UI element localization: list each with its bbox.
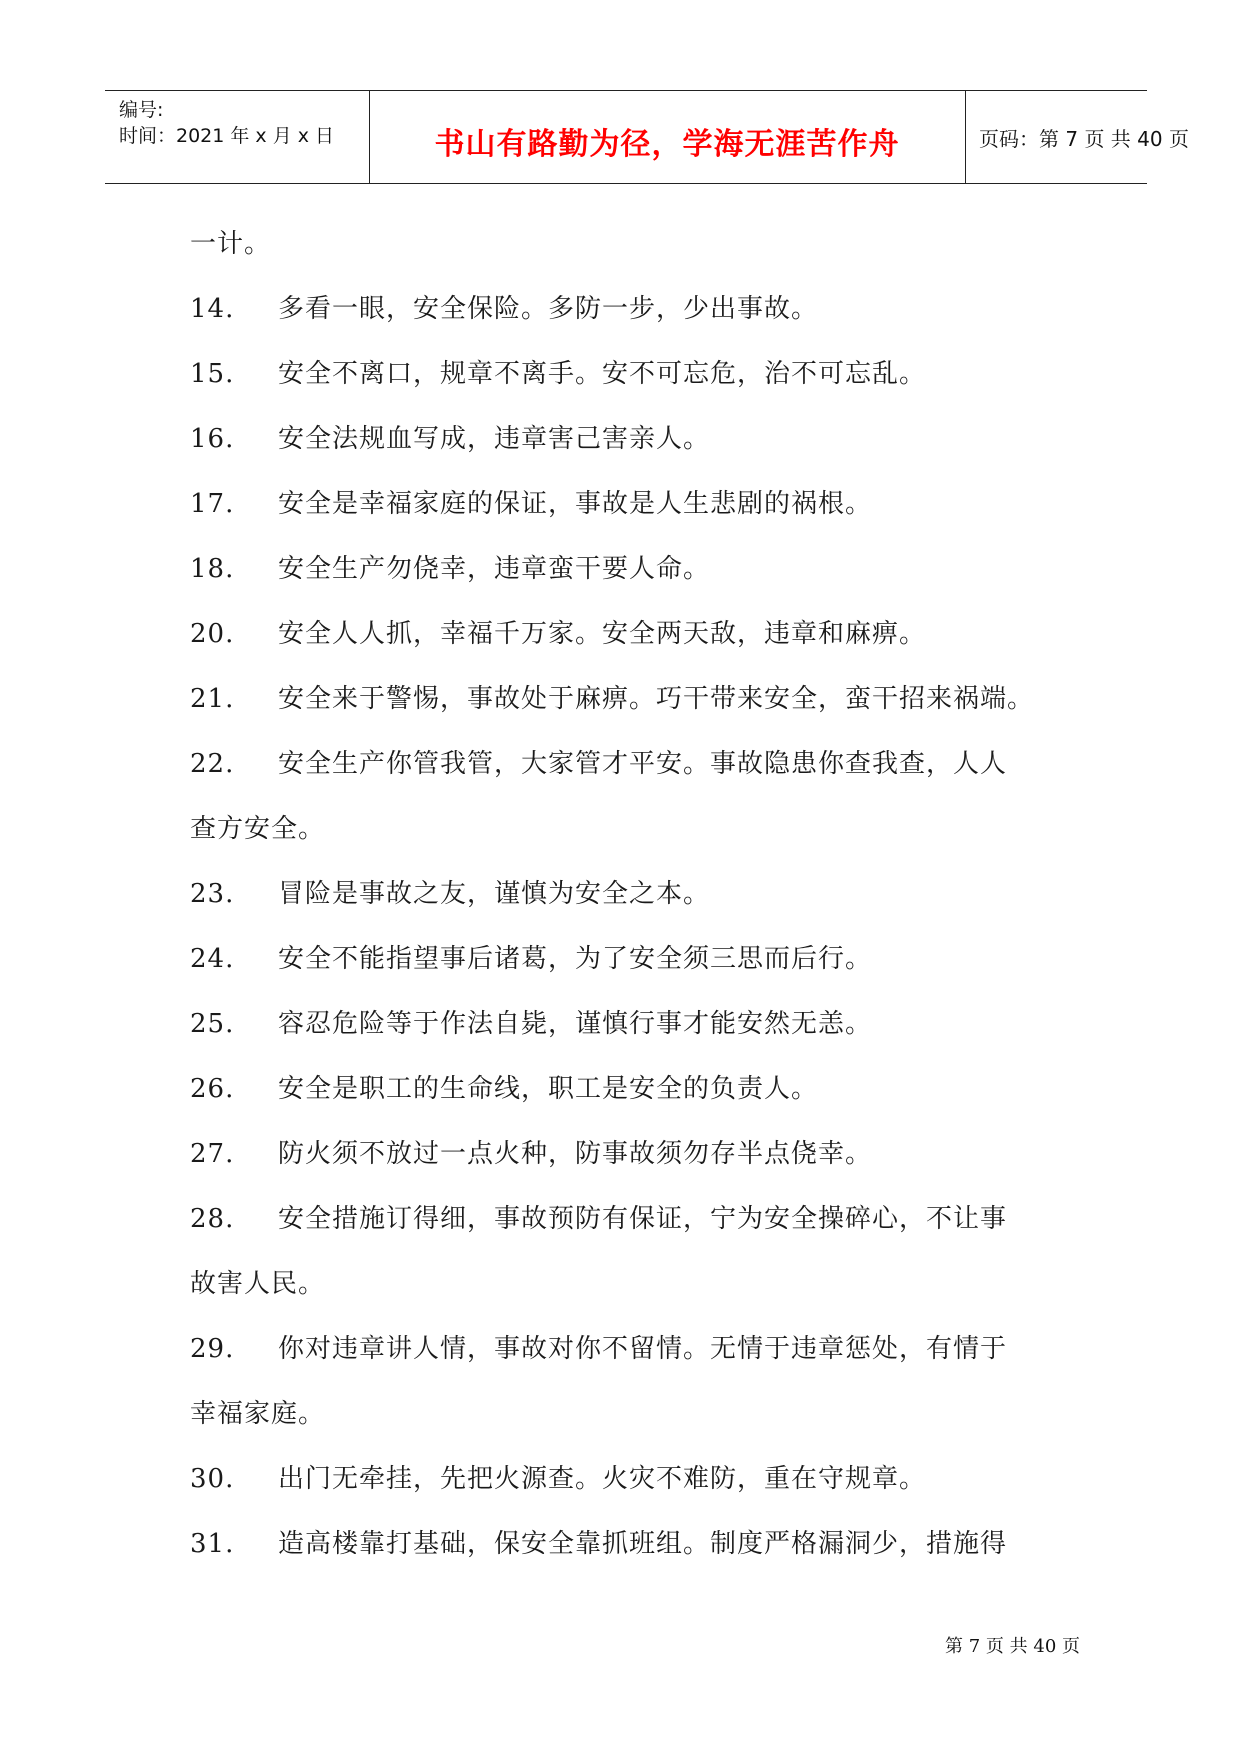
text-line xyxy=(190,407,1070,472)
text-line xyxy=(190,732,1070,797)
item-text: 安全生产勿侥幸，违章蛮干要人命。 xyxy=(278,554,711,584)
item-number: 25. xyxy=(190,1009,235,1039)
text-line xyxy=(190,1512,1070,1577)
header-meta-cell xyxy=(105,91,370,183)
item-number: 18. xyxy=(190,554,235,584)
item-number: 14. xyxy=(190,294,235,324)
item-text: 查方安全。 xyxy=(190,814,326,844)
item-number: 22. xyxy=(190,749,235,779)
item-number: 31. xyxy=(190,1529,235,1559)
document-body xyxy=(190,212,1070,1577)
header-motto-cell xyxy=(369,91,966,183)
item-number: 24. xyxy=(190,944,235,974)
item-text: 多看一眼，安全保险。多防一步，少出事故。 xyxy=(278,294,819,324)
item-text: 安全是职工的生命线，职工是安全的负责人。 xyxy=(278,1074,819,1104)
item-number: 15. xyxy=(190,359,235,389)
item-text: 安全不离口，规章不离手。安不可忘危，治不可忘乱。 xyxy=(278,359,927,389)
page-info: 页码：第 7 页 共 40 页 xyxy=(979,127,1189,151)
item-text: 故害人民。 xyxy=(190,1269,326,1299)
item-text: 造高楼靠打基础，保安全靠抓班组。制度严格漏洞少，措施得 xyxy=(278,1529,1008,1559)
text-line xyxy=(190,797,1070,862)
item-text: 安全生产你管我管，大家管才平安。事故隐患你查我查，人人 xyxy=(278,749,1008,779)
item-text: 防火须不放过一点火种，防事故须勿存半点侥幸。 xyxy=(278,1139,873,1169)
text-line xyxy=(190,1122,1070,1187)
item-number: 23. xyxy=(190,879,235,909)
item-text: 幸福家庭。 xyxy=(190,1399,326,1429)
item-text: 你对违章讲人情，事故对你不留情。无情于违章惩处，有情于 xyxy=(278,1334,1008,1364)
text-line xyxy=(190,1317,1070,1382)
item-text: 安全来于警惕，事故处于麻痹。巧干带来安全，蛮干招来祸端。 xyxy=(278,684,1035,714)
text-line xyxy=(190,342,1070,407)
item-text: 安全不能指望事后诸葛，为了安全须三思而后行。 xyxy=(278,944,873,974)
text-line xyxy=(190,1187,1070,1252)
item-number: 30. xyxy=(190,1464,235,1494)
motto-text: 书山有路勤为径，学海无涯苦作舟 xyxy=(434,127,900,162)
item-text: 安全是幸福家庭的保证，事故是人生悲剧的祸根。 xyxy=(278,489,873,519)
text-line xyxy=(190,862,1070,927)
page-footer: 第 7 页 共 40 页 xyxy=(945,1636,1080,1657)
document-header xyxy=(105,90,1189,184)
text-line xyxy=(190,472,1070,537)
text-line xyxy=(190,537,1070,602)
text-line xyxy=(190,1447,1070,1512)
time-label: 时间：2021 年 x 月 x 日 xyxy=(119,125,335,147)
item-number: 27. xyxy=(190,1139,235,1169)
header-page-cell xyxy=(965,91,1189,183)
text-line xyxy=(190,277,1070,342)
item-text: 安全人人抓，幸福千万家。安全两天敌，违章和麻痹。 xyxy=(278,619,927,649)
text-line xyxy=(190,1382,1070,1447)
text-line xyxy=(190,667,1070,732)
item-text: 安全法规血写成，违章害己害亲人。 xyxy=(278,424,711,454)
item-text: 容忍危险等于作法自毙，谨慎行事才能安然无恙。 xyxy=(278,1009,873,1039)
item-number: 17. xyxy=(190,489,235,519)
item-text: 出门无牵挂，先把火源查。火灾不难防，重在守规章。 xyxy=(278,1464,927,1494)
item-number: 16. xyxy=(190,424,235,454)
item-text: 安全措施订得细，事故预防有保证，宁为安全操碎心，不让事 xyxy=(278,1204,1008,1234)
text-line xyxy=(190,992,1070,1057)
text-line xyxy=(190,1057,1070,1122)
item-number: 26. xyxy=(190,1074,235,1104)
number-label: 编号: xyxy=(119,99,164,121)
text-line xyxy=(190,212,1070,277)
item-number: 20. xyxy=(190,619,235,649)
item-text: 冒险是事故之友，谨慎为安全之本。 xyxy=(278,879,711,909)
item-number: 28. xyxy=(190,1204,235,1234)
text-line xyxy=(190,927,1070,992)
text-line xyxy=(190,602,1070,667)
item-text: 一计。 xyxy=(190,229,272,259)
item-number: 29. xyxy=(190,1334,235,1364)
text-line xyxy=(190,1252,1070,1317)
item-number: 21. xyxy=(190,684,235,714)
